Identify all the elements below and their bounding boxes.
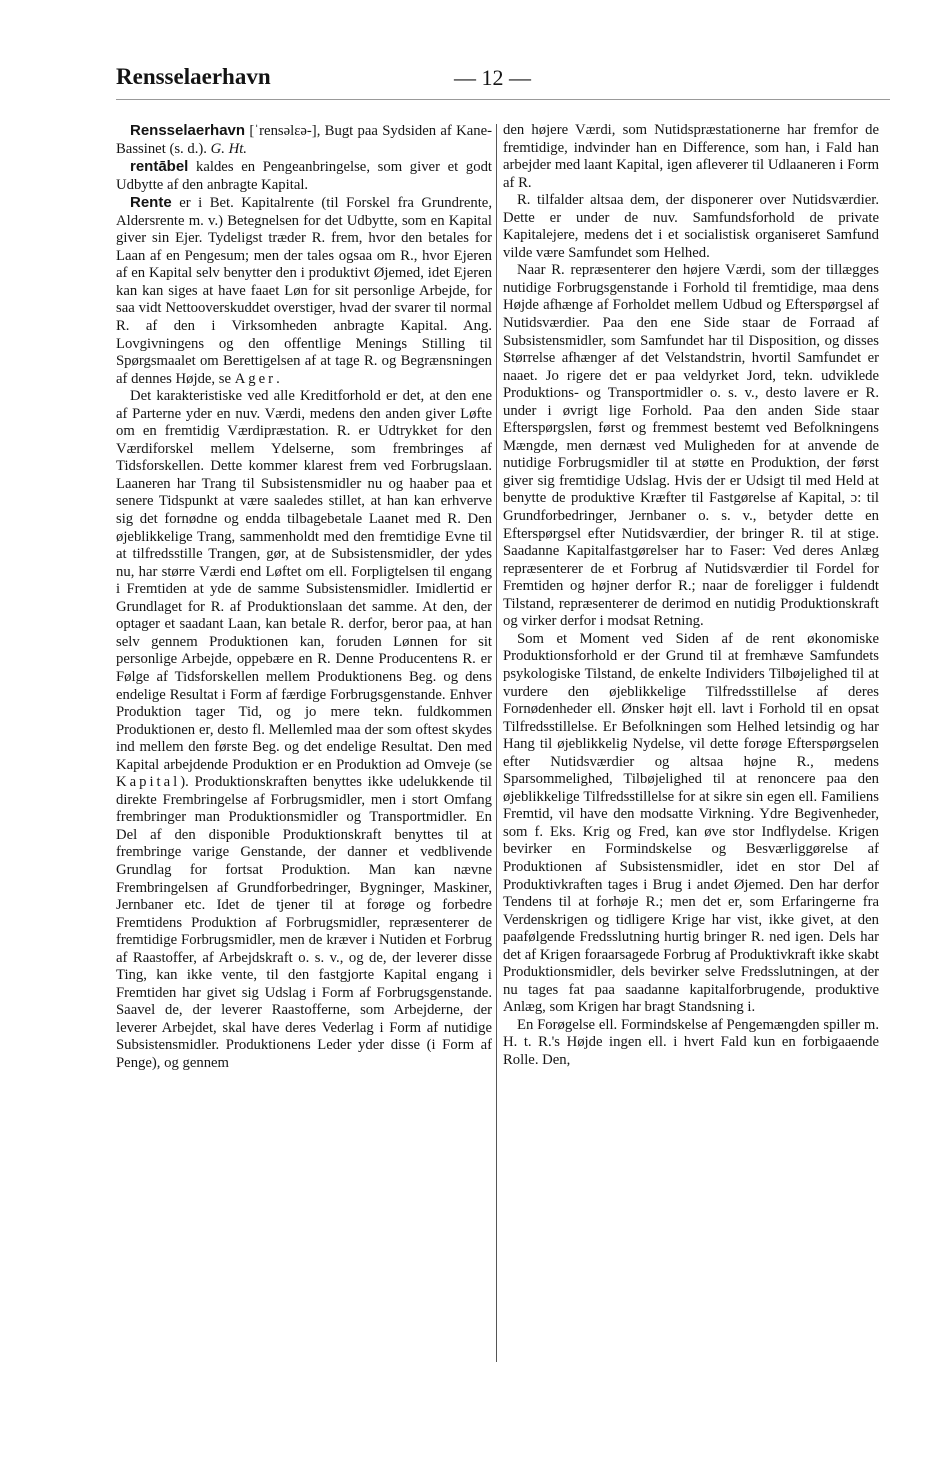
paragraph-text: Det karakteristiske ved alle Kreditforhold er det, at den ene af Parterne yder en nuv. Værdi, medens den anden giver Løfte om en fremtidig Værdipræstation. R. er Udtrykket for den Værdiforskel mellem Ydelserne, som frembringes af Tidsforskellen. Dette kommer klarest frem ved Forbrugslaan. Laaneren har Trang til Subsistensmidler nu og haaber paa et senere Tidspunkt at være saaledes stillet, at han kan erhverve sig det fornødne og endda tilbagebetale Laanet med R. Den øjeblikkelige Trang, sammenholdt med den fremtidige Evne til at tilfredsstille Trangen, gør, at de Subsistensmidler, der ydes nu, har større Værdi end Løftet om ell. Forpligtelsen til engang i Fremtiden at yde de samme Subsistensmidler. Imidlertid er Grundlaget for R. af Produktionslaan det samme. At den, der optager et saadant Laan, kan betale R. derfor, beror paa, at han selv gennem Produktionen kan, foruden Lønnen for sit personlige Arbejde, oppebære en R. Denne Producentens R. er Følge af Tidsforskellen mellem Produktionens Beg. og dens endelige Resultat i Form af færdige Forbrugsgenstande. Enhver Produktion tager Tid, og jo mere tekn. fuldkommen Produktionen er, desto fl. Mellemled maa der som oftest skydes ind mellem den første Beg. og det endelige Resultat. Den med Kapital arbejdende Produktion er en Produktion ad Omveje (se — [116, 388, 492, 773]
entry-rensselaerhavn — [116, 122, 492, 158]
cross-reference-ager[interactable]: Ager — [234, 370, 277, 387]
page-number: — 12 — — [454, 65, 531, 90]
running-head — [116, 64, 888, 104]
column-divider — [496, 124, 497, 1362]
header-rule — [116, 99, 890, 100]
entry-text-end: . — [276, 370, 280, 387]
paragraph: En Forøgelse ell. Formindskelse af Pengemængden spiller m. H. t. R.'s Højde ingen ell. i hvert Fald kun en forbigaaende Rolle. Den, — [503, 1016, 879, 1068]
paragraph: Naar R. repræsenterer den højere Værdi, som der tillægges nutidige Forbrugsgenstande i Forhold til fremtidige, maa dens Højde afhænge af Forholdet mellem Udbud og Efterspørgsel af Nutidsværdier. Paa den ene Side staar de Forraad af Subsistensmidler, som Samfundet har til Disposition, og disses Størrelse afhænger af det Velstandstrin, hvortil Samfundet er naaet. Jo rigere det er paa veldyrket Jord, tekn. udviklede Produktions- og Transportmidler o. s. v., desto lavere er R. under i øvrigt lige Forhold. Paa den anden Side staar Efterspørgslen, først og fremmest bestemt ved Befolkningens Mængde, men dernæst ved Muligheden for at anvende de nutidige Forbrugsmidler til at støtte en Produktion, der først giver sig fremtidige Udslag. Hvis der er Udsigt til med Held at benytte de produktive Kræfter til Fastgørelse af Kapital, ɔ: til Grundforbedringer, Jernbaner o. s. v., betyder dette en Efterspørgsel efter Nutidsværdier, der bringer R. til at stige. Saadanne Kapitalfastgørelser har to Faser: Ved deres Anlæg repræsenterer de et Forbrug af Nutidsværdier til Fordel for Fremtiden og højner derfor R.; naar de foreligger i fuldendt Tilstand, repræsenterer de derimod en nutidig Produktionskraft og virker derfor i modsat Retning. — [503, 262, 879, 630]
paragraph — [116, 388, 492, 1072]
entry-text: kaldes en Pengeanbringelse, som giver et godt Udbytte af den anbragte Kapital. — [116, 159, 492, 193]
paragraph: Som et Moment ved Siden af de rent økonomiske Produktionsforhold er der Grund til at fremhæve Samfundets psykologiske Tilstand, de enkelte Individers Tilbøjelighed til at vurdere den øjeblikkelige Tilfredsstillelse af deres Fornødenheder ell. Ønsker højt ell. lavt i Forhold til en opsat Tilfredsstillelse. Er Befolkningen som Helhed letsindig og har Hang til øjeblikkelig Nydelse, vil dette forøge Efterspørgselen efter Nutidsværdier og altsaa højne R., medens Sparsommelighed, Tilbøjelighed til at renoncere paa den øjeblikkelige Tilfredsstillelse for at sikre sin egen ell. Familiens Fremtid, vil have den modsatte Virkning. Ydre Begivenheder, som f. Eks. Krig og Fred, kan øve stor Indflydelse. Krigen bevirker en Formindskelse og Besværliggørelse af Produktionen af Subsistensmidler, idet en stor Del af Produktivkraften tages i Brug i andet Øjemed. Den har derfor Tendens til at forhøje R.; men det er, som Erfaringerne fra Verdenskrigen og tidligere Krige har vist, ikke givet, at den paafølgende Fredsslutning hurtig bringer R. ned igen. Dels har det af Krigen foraarsagede Forbrug af Produktivkraft ikke skabt Produktionsmidler, dels bevirker selve Fredsslutningen, at der nu tages fat paa saadanne kapitalforbrugende, produktive Anlæg, som Krigen har bragt Standsning i. — [503, 630, 879, 1016]
paragraph-text-end: ). Produktionskraften benyttes ikke udelukkende til direkte Frembringelse af Forbrugsmidler, men i stort Omfang frembringer man Produktionsmidler og Transportmidler. En Del af den disponible Produktionskraft benyttes til at frembringe varige Genstande, der danner et vedblivende Grundlag for fortsat Produktion. Man kan nævne Frembringelsen af Grundforbedringer, Bygninger, Maskiner, Jernbaner etc. Idet de tjener til at forøge og forbedre Fremtidens Produktion af Forbrugsmidler, repræsenterer de fremtidige Forbrugsmidler, men de kræver i Nutiden et Forbrug af Raastoffer, af Arbejdskraft o. s. v., og de, der leverer disse Ting, kan ikke vente, til den fastgjorte Kapital engang i Fremtiden har givet sig Udslag i Form af Forbrugsgenstande. Saavel de, der leverer Raastofferne, som Arbejderne, der leverer Arbejdet, skal have deres Vederlag i Form af nutidige Subsistensmidler. Produktionens Leder yder disse (i Form af Penge), og gennem — [116, 774, 492, 1071]
right-column — [503, 122, 879, 1362]
entry-text: er i Bet. Kapitalrente (til Forskel fra Grundrente, Aldersrente m. v.) Betegnelsen for det Udbytte, som en Kapital giver sin Ejer. Tydeligst træder R. frem, hvor den betales for Laan af en Pengesum; men der tales ogsaa om R., hvor Ejeren af en Kapital selv benytter den i produktivt Øjemed, idet Ejeren kan kan siges at have faaet Løn for sit personlige Arbejde, for saa vidt Nettooverskuddet overstiger, hvad der svarer til normal R. af den i Virksomheden anbragte Kapital. Ang. Lovgivningens og den offentlige Menings Stilling til Spørgsmaalet om Berettigelsen af at tage R. og Begrænsningen af dennes Højde, se — [116, 195, 492, 387]
entry-rente — [116, 194, 492, 388]
entry-text: [ˈrensəlɛə-], Bugt paa Sydsiden af Kane-Bassinet (s. d.). — [116, 123, 492, 157]
headword-rensselaerhavn: Rensselaerhavn — [130, 122, 246, 139]
cross-reference-kapital[interactable]: Kapital — [116, 774, 181, 791]
paragraph-continued: den højere Værdi, som Nutidspræstationerne har fremfor de fremtidige, indvinder han en Difference, som han, i Fald han arbejder med laant Kapital, igen afleverer til Udlaaneren i Form af R. — [503, 122, 879, 191]
running-head-title: Rensselaerhavn — [116, 64, 271, 89]
author-signature: G. Ht. — [210, 140, 247, 157]
left-column — [116, 122, 492, 1362]
headword-rente: Rente — [130, 194, 172, 212]
paragraph: R. tilfalder altsaa dem, der disponerer over Nutidsværdier. Dette er under de nuv. Samfundsforhold de private Kapitalejere, medens det i et socialistisk organiseret Samfund vilde være Samfundet som Helhed. — [503, 192, 879, 261]
headword-rentabel: rentābel — [130, 158, 189, 176]
entry-rentabel — [116, 158, 492, 194]
